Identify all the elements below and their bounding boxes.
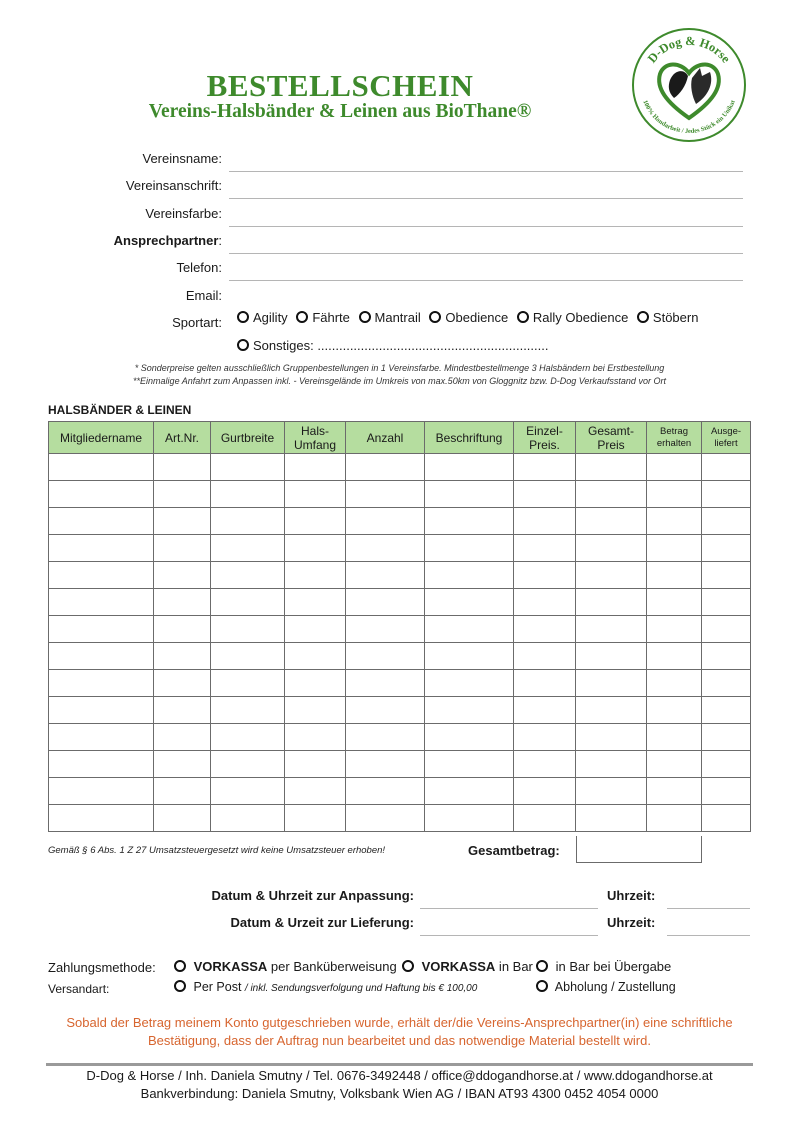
table-cell[interactable] [211,697,285,724]
sport-option-label: Mantrail [374,310,421,325]
table-cell[interactable] [576,778,647,805]
table-cell[interactable] [285,535,346,562]
logo-brand-text: D-Dog & Horse [644,33,734,66]
table-cell[interactable] [346,616,425,643]
table-cell[interactable] [285,454,346,481]
col-art-nr: Art.Nr. [154,422,211,454]
table-cell[interactable] [647,751,702,778]
table-cell[interactable] [647,562,702,589]
payment-option-bold: VORKASSA [193,959,268,974]
table-cell[interactable] [211,481,285,508]
table-cell[interactable] [346,805,425,832]
sonstiges-label: Sonstiges: ................................................................ [253,338,549,353]
sport-option-rally-obedience[interactable] [517,310,628,325]
table-cell[interactable] [346,562,425,589]
checkbox-circle-icon[interactable] [536,960,548,972]
table-row [49,562,751,589]
col-mitgliedername: Mitgliedername [49,422,154,454]
table-cell[interactable] [211,454,285,481]
payment-option-text: in Bar bei Übergabe [555,959,672,974]
table-cell[interactable] [425,616,514,643]
table-cell[interactable] [154,454,211,481]
checkbox-circle-icon[interactable] [402,960,414,972]
table-cell[interactable] [514,481,576,508]
checkbox-circle-icon[interactable] [296,311,308,323]
table-cell[interactable] [211,589,285,616]
table-cell[interactable] [514,751,576,778]
table-cell[interactable] [647,805,702,832]
table-cell[interactable] [647,508,702,535]
col-ausgeliefert: Ausge-liefert [702,422,751,454]
table-cell[interactable] [702,454,751,481]
table-cell[interactable] [211,778,285,805]
payment-option-text: in Bar [495,959,533,974]
telefon-field[interactable] [229,280,743,281]
table-cell[interactable] [702,724,751,751]
table-cell[interactable] [154,805,211,832]
shipping-option-post[interactable] [174,980,477,994]
table-cell[interactable] [49,805,154,832]
table-cell[interactable] [49,616,154,643]
table-cell[interactable] [154,697,211,724]
col-einzel-preis: Einzel-Preis. [514,422,576,454]
table-cell[interactable] [425,670,514,697]
payment-option-bold: VORKASSA [421,959,496,974]
table-cell[interactable] [702,616,751,643]
table-cell[interactable] [285,805,346,832]
table-cell[interactable] [576,670,647,697]
sport-option-label: Fährte [312,310,350,325]
versandart-label: Versandart: [48,982,110,996]
table-cell[interactable] [702,805,751,832]
table-cell[interactable] [576,697,647,724]
table-cell[interactable] [346,589,425,616]
total-field[interactable] [576,836,702,863]
logo-ring-text: 100% Handarbeit / Jedes Stück ein Unikat [641,99,737,135]
table-cell[interactable] [49,535,154,562]
table-cell[interactable] [702,697,751,724]
sport-option-label: Rally Obedience [532,310,629,325]
table-cell[interactable] [285,778,346,805]
table-cell[interactable] [211,535,285,562]
table-row [49,778,751,805]
table-cell[interactable] [49,724,154,751]
checkbox-circle-icon[interactable] [536,980,548,992]
payment-option-bar-uebergabe[interactable] [536,959,671,974]
table-cell[interactable] [346,481,425,508]
table-cell[interactable] [285,508,346,535]
sport-option-faehrte[interactable] [296,310,350,325]
table-cell[interactable] [285,697,346,724]
table-cell[interactable] [702,670,751,697]
checkbox-circle-icon[interactable] [637,311,649,323]
note-line-2: **Einmalige Anfahrt zum Anpassen inkl. - Vereinsgelände im Umkreis von max.50km von Gloggnitz bzw. D-Dog Verkaufsstand vor Ort [133,376,666,386]
table-cell[interactable] [647,778,702,805]
lieferung-uhrzeit-label: Uhrzeit: [607,915,656,930]
table-row [49,535,751,562]
checkbox-circle-icon[interactable] [237,339,249,351]
checkbox-circle-icon[interactable] [237,311,249,323]
section-title: HALSBÄNDER & LEINEN [48,403,192,417]
table-cell[interactable] [285,562,346,589]
table-cell[interactable] [514,454,576,481]
table-cell[interactable] [647,697,702,724]
table-cell[interactable] [211,508,285,535]
table-cell[interactable] [514,589,576,616]
table-cell[interactable] [346,643,425,670]
sport-option-obedience[interactable] [429,310,508,325]
sportart-label: Sportart: [172,315,222,330]
lieferung-label: Datum & Urzeit zur Lieferung: [230,915,414,930]
table-cell[interactable] [154,562,211,589]
table-cell[interactable] [576,751,647,778]
table-cell[interactable] [425,751,514,778]
sport-option-sonstiges[interactable] [237,338,548,353]
confirmation-text: Sobald der Betrag meinem Konto gutgeschrieben wurde, erhält der/die Vereins-Ansprechpartner(in) eine schriftliche Bestätigung, dass der Auftrag nun bearbeitet und das notwendige Material bestellt wird. [66,1015,733,1048]
table-cell[interactable] [49,454,154,481]
lieferung-field[interactable] [420,935,598,936]
checkbox-circle-icon[interactable] [429,311,441,323]
table-row [49,724,751,751]
shipping-option-note: / inkl. Sendungsverfolgung und Haftung bis € 100,00 [244,983,478,994]
table-cell[interactable] [702,508,751,535]
table-cell[interactable] [346,697,425,724]
lieferung-uhrzeit-field[interactable] [667,935,750,936]
col-gesamt-preis: Gesamt-Preis [576,422,647,454]
table-cell[interactable] [346,751,425,778]
table-row [49,616,751,643]
table-row [49,697,751,724]
vereinsname-field[interactable] [229,171,743,172]
table-cell[interactable] [346,670,425,697]
table-cell[interactable] [647,643,702,670]
footer-divider [46,1063,753,1066]
table-cell[interactable] [647,589,702,616]
anpassung-field[interactable] [420,908,598,909]
table-cell[interactable] [49,589,154,616]
table-cell[interactable] [49,481,154,508]
table-cell[interactable] [285,616,346,643]
table-cell[interactable] [285,724,346,751]
vereinsanschrift-label: Vereinsanschrift: [125,178,222,193]
sport-option-label: Stöbern [652,310,699,325]
table-cell[interactable] [576,508,647,535]
table-row [49,805,751,832]
note-line-1: * Sonderpreise gelten ausschließlich Gruppenbestellungen in 1 Vereinsfarbe. Mindestbestellmenge 3 Halsbändern bei Erstbestellung [134,363,665,373]
email-label: Email: [185,288,222,303]
ansprechpartner-label-colon: : [218,233,222,248]
table-cell[interactable] [425,481,514,508]
page-subtitle: Vereins-Halsbänder & Leinen aus BioThane® [148,101,532,122]
table-cell[interactable] [346,508,425,535]
table-cell[interactable] [702,481,751,508]
table-cell[interactable] [702,535,751,562]
table-cell[interactable] [647,724,702,751]
table-cell[interactable] [211,562,285,589]
brand-logo [630,26,748,144]
table-cell[interactable] [514,562,576,589]
table-cell[interactable] [154,643,211,670]
table-cell[interactable] [425,454,514,481]
shipping-option-text: Per Post [193,980,242,994]
footer-contact: D-Dog & Horse / Inh. Daniela Smutny / Tel. 0676-3492448 / office@ddogandhorse.at / www.ddogandhorse.at [86,1068,713,1083]
table-cell[interactable] [647,454,702,481]
table-cell[interactable] [514,508,576,535]
table-cell[interactable] [702,589,751,616]
footer-bank: Bankverbindung: Daniela Smutny, Volksbank Wien AG / IBAN AT93 4300 0452 4054 0000 [140,1086,659,1101]
table-cell[interactable] [576,454,647,481]
ansprechpartner-field[interactable] [229,253,743,254]
table-cell[interactable] [647,481,702,508]
page-title: BESTELLSCHEIN [206,68,474,103]
sport-option-stoebern[interactable] [637,310,699,325]
checkbox-circle-icon[interactable] [517,311,529,323]
table-cell[interactable] [425,697,514,724]
shipping-option-text: Abholung / Zustellung [554,980,676,994]
payment-option-text: per Banküberweisung [267,959,397,974]
vereinsfarbe-label: Vereinsfarbe: [145,206,222,221]
table-cell[interactable] [514,616,576,643]
anpassung-uhrzeit-label: Uhrzeit: [607,888,656,903]
table-cell[interactable] [49,562,154,589]
shipping-option-abholung[interactable] [536,980,676,994]
table-cell[interactable] [514,805,576,832]
payment-option-bankueberweisung[interactable] [174,959,397,974]
table-cell[interactable] [702,778,751,805]
table-cell[interactable] [346,454,425,481]
table-cell[interactable] [49,778,154,805]
sport-option-label: Obedience [445,310,509,325]
table-cell[interactable] [154,724,211,751]
table-cell[interactable] [576,616,647,643]
ansprechpartner-label [40,233,222,248]
table-cell[interactable] [514,697,576,724]
table-cell[interactable] [285,670,346,697]
table-cell[interactable] [49,697,154,724]
col-gurtbreite: Gurtbreite [211,422,285,454]
table-cell[interactable] [647,535,702,562]
vereinsfarbe-field[interactable] [229,226,743,227]
table-cell[interactable] [576,724,647,751]
table-cell[interactable] [154,508,211,535]
table-row [49,670,751,697]
vereinsanschrift-field[interactable] [229,198,743,199]
table-cell[interactable] [211,643,285,670]
table-cell[interactable] [49,670,154,697]
total-label: Gesamtbetrag: [468,843,560,858]
table-cell[interactable] [425,724,514,751]
table-row [49,481,751,508]
table-cell[interactable] [211,805,285,832]
table-cell[interactable] [425,643,514,670]
table-cell[interactable] [154,589,211,616]
col-beschriftung: Beschriftung [425,422,514,454]
table-cell[interactable] [346,535,425,562]
table-cell[interactable] [514,535,576,562]
table-row [49,454,751,481]
table-cell[interactable] [514,724,576,751]
order-table [48,421,751,832]
table-cell[interactable] [154,535,211,562]
col-anzahl: Anzahl [346,422,425,454]
table-cell[interactable] [154,670,211,697]
zahlungsmethode-label: Zahlungsmethode: [48,960,156,975]
table-cell[interactable] [211,616,285,643]
table-cell[interactable] [154,751,211,778]
table-cell[interactable] [211,724,285,751]
table-cell[interactable] [285,751,346,778]
checkbox-circle-icon[interactable] [174,960,186,972]
payment-option-vorkassa-bar[interactable] [402,959,533,974]
table-cell[interactable] [211,751,285,778]
table-cell[interactable] [49,508,154,535]
table-cell[interactable] [425,535,514,562]
sport-option-mantrail[interactable] [359,310,421,325]
table-row [49,751,751,778]
table-cell[interactable] [702,643,751,670]
checkbox-circle-icon[interactable] [174,980,186,992]
table-cell[interactable] [285,481,346,508]
table-cell[interactable] [211,670,285,697]
table-row [49,589,751,616]
table-cell[interactable] [647,616,702,643]
vat-note: Gemäß § 6 Abs. 1 Z 27 Umsatzsteuergesetzt wird keine Umsatzsteuer erhoben! [48,845,386,856]
table-cell[interactable] [346,778,425,805]
table-cell[interactable] [425,805,514,832]
table-cell[interactable] [154,481,211,508]
table-cell[interactable] [425,508,514,535]
table-cell[interactable] [425,589,514,616]
anpassung-label: Datum & Uhrzeit zur Anpassung: [211,888,414,903]
checkbox-circle-icon[interactable] [359,311,371,323]
table-cell[interactable] [49,751,154,778]
vereinsname-label: Vereinsname: [142,151,222,166]
table-cell[interactable] [576,562,647,589]
sport-option-agility[interactable] [237,310,288,325]
telefon-label: Telefon: [176,260,222,275]
table-row [49,508,751,535]
table-cell[interactable] [285,589,346,616]
table-cell[interactable] [285,643,346,670]
table-cell[interactable] [49,643,154,670]
table-cell[interactable] [346,724,425,751]
ansprechpartner-label-bold: Ansprechpartner [113,233,219,248]
table-cell[interactable] [702,562,751,589]
table-cell[interactable] [702,751,751,778]
table-cell[interactable] [425,778,514,805]
table-cell[interactable] [576,535,647,562]
table-cell[interactable] [576,589,647,616]
anpassung-uhrzeit-field[interactable] [667,908,750,909]
table-cell[interactable] [154,778,211,805]
sport-options [237,310,703,325]
table-cell[interactable] [514,643,576,670]
table-row [49,643,751,670]
table-cell[interactable] [576,481,647,508]
table-cell[interactable] [647,670,702,697]
sport-option-label: Agility [253,310,288,325]
col-betrag-erhalten: Betrag erhalten [647,422,702,454]
table-cell[interactable] [425,562,514,589]
table-cell[interactable] [514,778,576,805]
col-hals-umfang: Hals-Umfang [285,422,346,454]
table-cell[interactable] [576,805,647,832]
table-cell[interactable] [154,616,211,643]
table-cell[interactable] [576,643,647,670]
table-cell[interactable] [514,670,576,697]
